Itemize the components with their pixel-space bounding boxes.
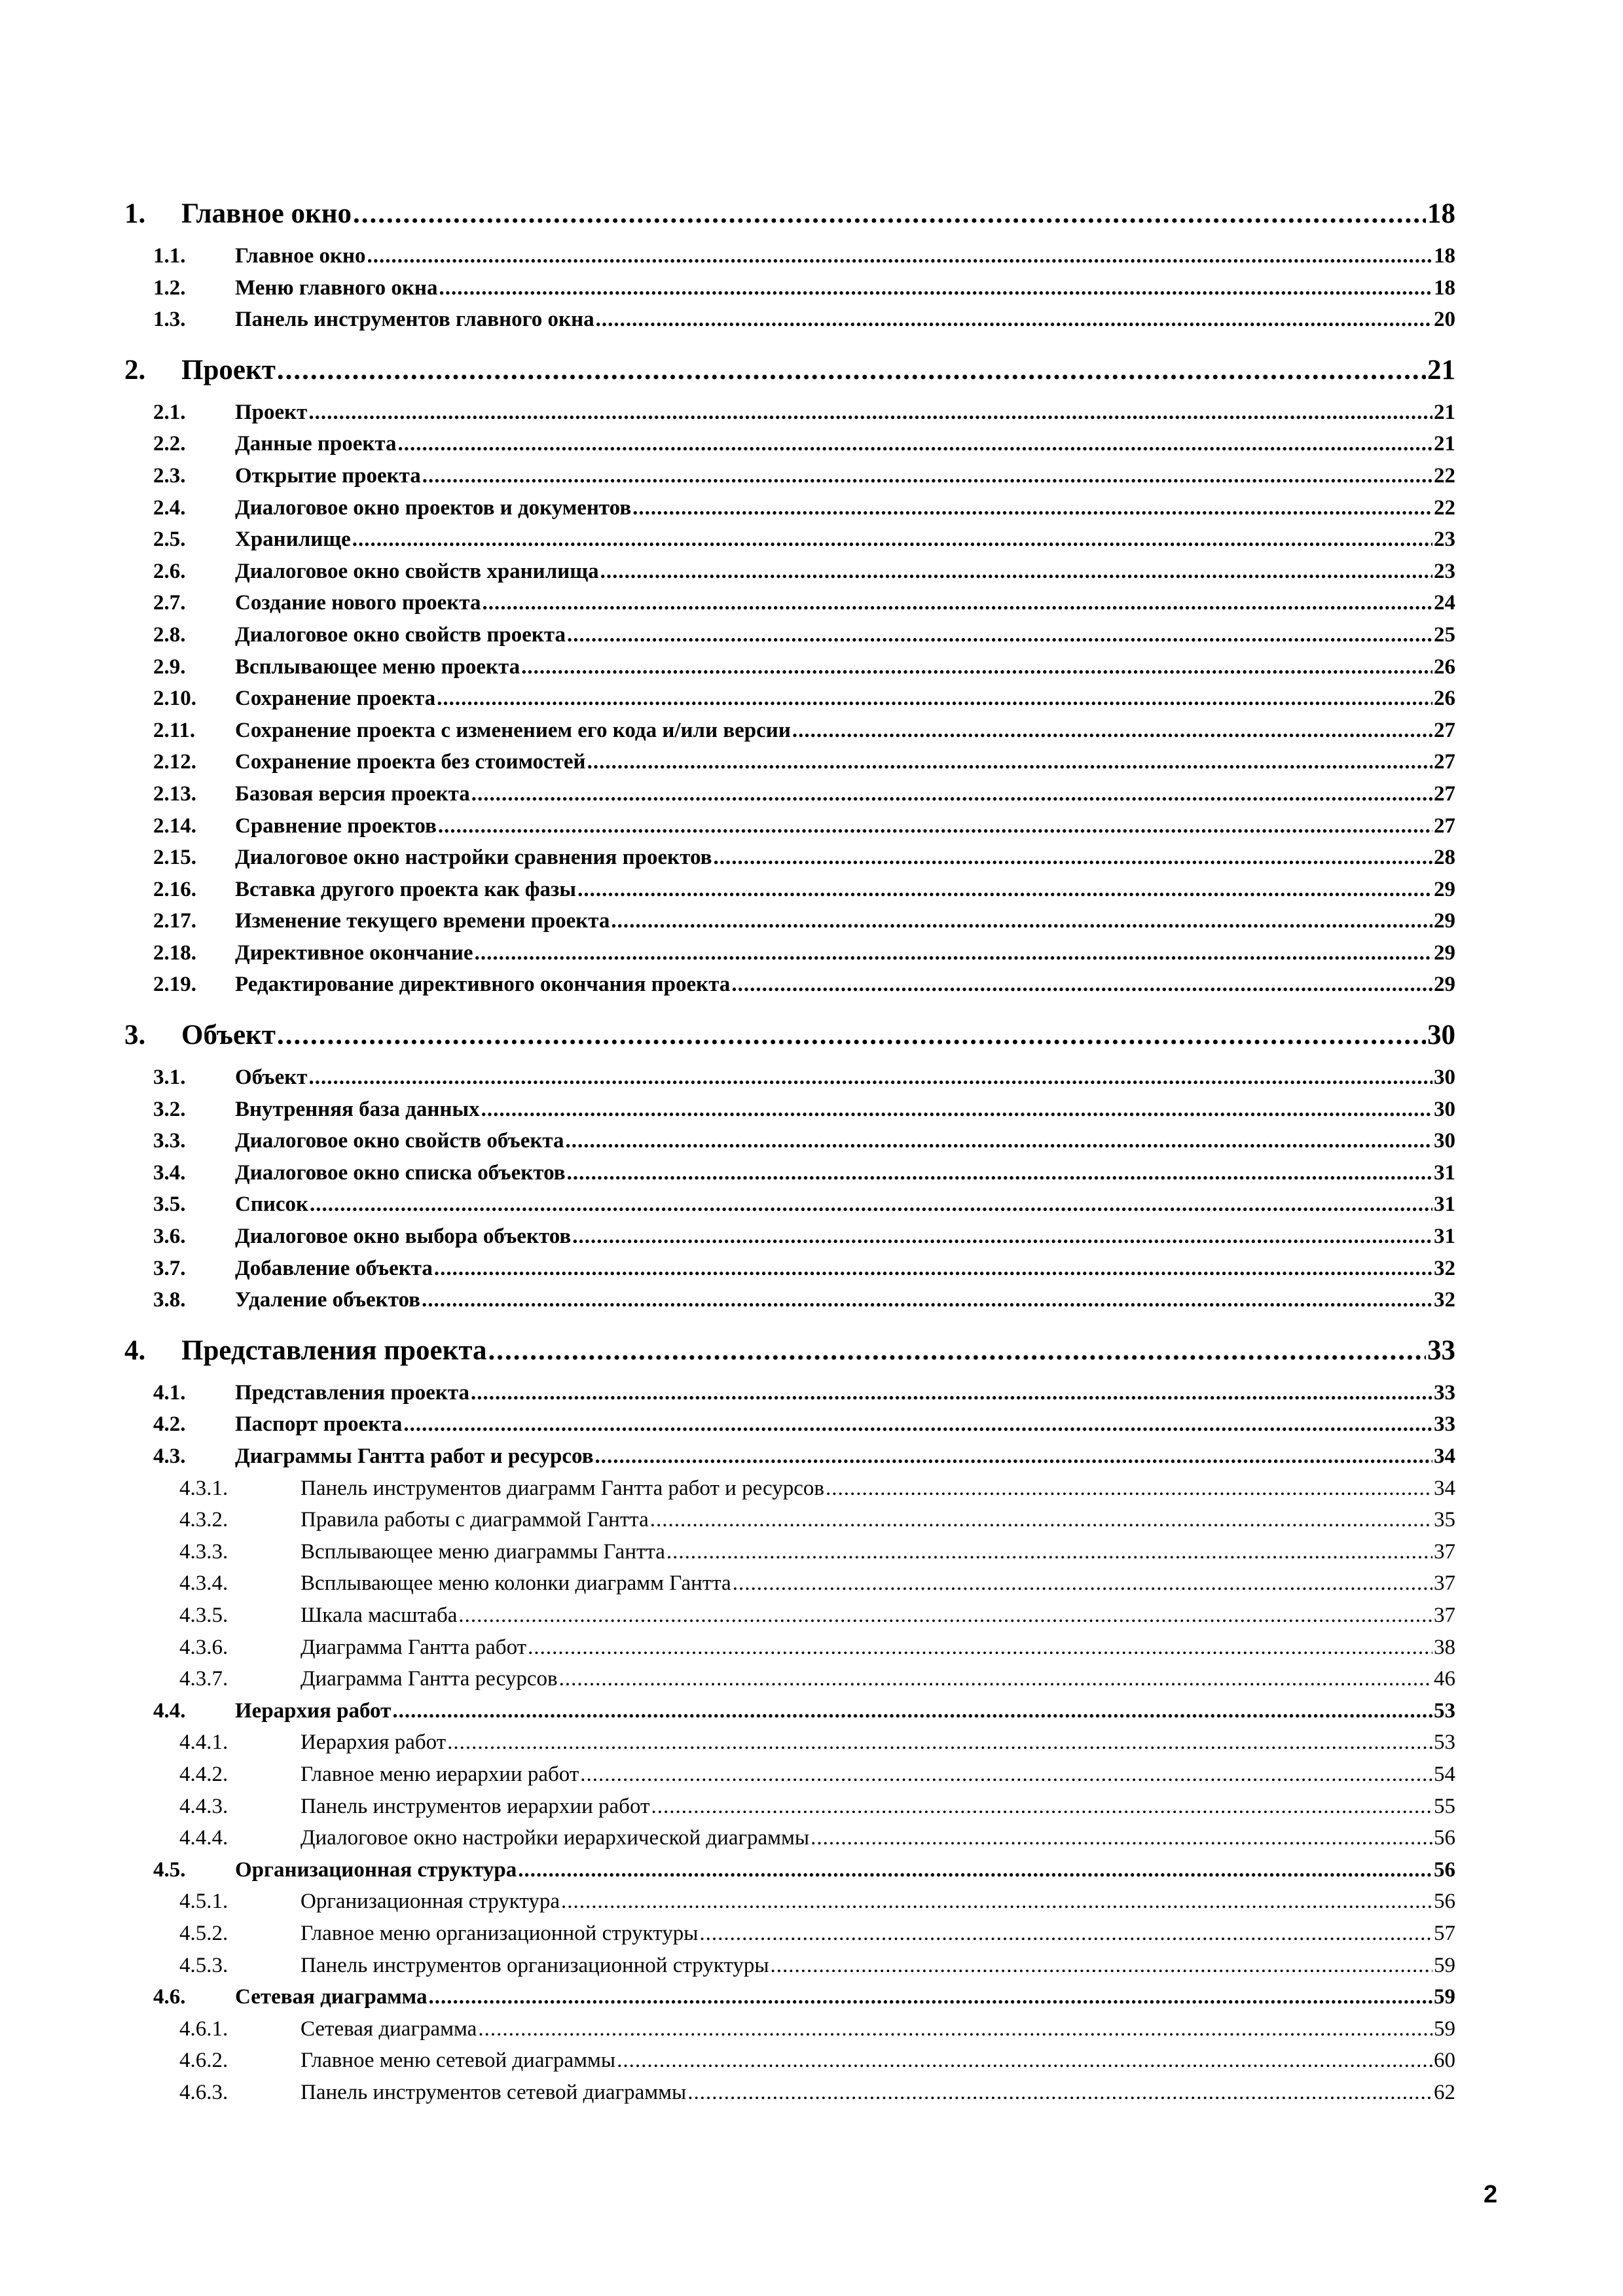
toc-entry-number: 2. <box>124 354 146 386</box>
toc-entry-title: Иерархия работ <box>235 1698 392 1723</box>
toc-entry-title: Паспорт проекта <box>235 1412 403 1437</box>
toc-entry-number: 1. <box>124 198 146 229</box>
dot-leader <box>632 496 1432 520</box>
toc-entry[interactable] <box>124 1444 1455 1477</box>
toc-entry-number: 2.14. <box>153 814 196 838</box>
toc-entry[interactable] <box>124 1571 1455 1604</box>
toc-entry-title: Объект <box>235 1066 308 1090</box>
toc-entry-title: Панель инструментов организационной структуры <box>301 1953 769 1977</box>
toc-entry-title: Главное меню иерархии работ <box>301 1762 579 1786</box>
toc-entry[interactable] <box>124 1381 1455 1413</box>
toc-entry-number: 4.3.6. <box>179 1635 228 1659</box>
toc-entry[interactable] <box>124 1540 1455 1572</box>
dot-leader <box>353 198 1426 230</box>
toc-entry-title: Панель инструментов диаграмм Гантта работ и ресурсов <box>301 1476 824 1500</box>
toc-entry-page: 18 <box>1434 276 1455 300</box>
toc-entry-number: 1.1. <box>153 244 186 268</box>
toc-entry[interactable] <box>124 655 1455 687</box>
toc-entry-number: 2.3. <box>153 463 186 488</box>
dot-leader <box>398 432 1432 456</box>
toc-entry-page: 27 <box>1434 750 1455 774</box>
toc-entry[interactable] <box>124 973 1455 1005</box>
toc-entry[interactable] <box>124 941 1455 973</box>
page-number: 2 <box>1484 2181 1498 2208</box>
toc-entry[interactable] <box>124 560 1455 592</box>
toc-entry-number: 2.10. <box>153 687 196 711</box>
toc-entry-title: Добавление объекта <box>235 1256 433 1280</box>
toc-entry-number: 3.5. <box>153 1193 186 1217</box>
dot-leader <box>308 1066 1432 1090</box>
toc-entry-page: 21 <box>1427 354 1455 386</box>
toc-entry-title: Создание нового проекта <box>235 591 481 615</box>
toc-entry-number: 4.4. <box>153 1698 186 1723</box>
toc-entry-title: Диалоговое окно свойств объекта <box>235 1129 564 1153</box>
toc-entry-title: Панель инструментов сетевой диаграммы <box>301 2080 687 2104</box>
toc-entry-page: 34 <box>1434 1444 1455 1468</box>
toc-entry-page: 29 <box>1434 941 1455 965</box>
toc-entry[interactable] <box>124 846 1455 878</box>
toc-entry-page: 53 <box>1434 1698 1455 1723</box>
toc-entry-page: 30 <box>1434 1097 1455 1121</box>
toc-entry-page: 27 <box>1434 781 1455 806</box>
toc-entry-title: Проект <box>235 400 308 424</box>
toc-entry-title: Организационная структура <box>235 1857 517 1882</box>
dot-leader <box>826 1477 1432 1501</box>
dot-leader <box>650 1508 1432 1532</box>
dot-leader <box>666 1540 1432 1564</box>
toc-entry-page: 31 <box>1434 1193 1455 1217</box>
dot-leader <box>617 2049 1432 2073</box>
toc-entry-number: 2.2. <box>153 432 186 456</box>
dot-leader <box>811 1826 1432 1850</box>
toc-entry-title: Хранилище <box>235 528 351 552</box>
table-of-contents <box>124 198 1455 2112</box>
dot-leader <box>577 878 1432 902</box>
toc-entry-title: Сетевая диаграмма <box>301 2017 477 2041</box>
toc-entry-number: 3. <box>124 1020 146 1051</box>
toc-entry-number: 2.8. <box>153 622 186 647</box>
toc-entry-title: Диаграмма Гантта работ <box>301 1635 527 1659</box>
toc-entry-title: Объект <box>181 1020 276 1051</box>
toc-entry-title: Правила работы с диаграммой Гантта <box>301 1508 649 1532</box>
toc-entry-number: 4.4.2. <box>179 1762 228 1786</box>
toc-entry[interactable] <box>124 1667 1455 1699</box>
dot-leader <box>438 814 1432 838</box>
toc-entry[interactable] <box>124 623 1455 655</box>
toc-entry-page: 33 <box>1434 1380 1455 1405</box>
dot-leader <box>521 655 1432 679</box>
toc-entry-title: Удаление объектов <box>235 1288 420 1312</box>
toc-entry-number: 4.3.7. <box>179 1667 228 1691</box>
toc-entry-page: 23 <box>1434 559 1455 583</box>
toc-entry[interactable] <box>124 1922 1455 1954</box>
toc-entry-number: 3.7. <box>153 1256 186 1280</box>
toc-entry-page: 37 <box>1434 1571 1455 1596</box>
toc-entry-number: 4.3.1. <box>179 1476 228 1500</box>
toc-entry[interactable] <box>124 687 1455 719</box>
toc-entry-page: 22 <box>1434 495 1455 520</box>
toc-entry-title: Сравнение проектов <box>235 814 437 838</box>
toc-entry-title: Диалоговое окно списка объектов <box>235 1160 566 1185</box>
toc-entry-page: 59 <box>1434 2017 1455 2041</box>
toc-entry-title: Диалоговое окно выбора объектов <box>235 1225 572 1249</box>
toc-entry-number: 3.3. <box>153 1129 186 1153</box>
toc-entry-page: 59 <box>1434 1953 1455 1977</box>
toc-entry-page: 27 <box>1434 814 1455 838</box>
toc-entry-page: 55 <box>1434 1794 1455 1818</box>
toc-entry[interactable] <box>124 1477 1455 1509</box>
toc-entry-number: 4.4.1. <box>179 1731 228 1755</box>
dot-leader <box>528 1636 1432 1660</box>
toc-entry-number: 3.2. <box>153 1097 186 1121</box>
toc-entry[interactable] <box>124 401 1455 433</box>
toc-entry-number: 4.4.3. <box>179 1794 228 1818</box>
toc-entry-number: 4.5.2. <box>179 1921 228 1945</box>
toc-entry[interactable] <box>124 2017 1455 2049</box>
toc-entry-title: Базовая версия проекта <box>235 781 470 806</box>
toc-entry-title: Всплывающее меню диаграммы Гантта <box>301 1539 665 1564</box>
dot-leader <box>428 1985 1432 2009</box>
toc-entry-title: Диаграмма Гантта ресурсов <box>301 1667 558 1691</box>
toc-entry-title: Директивное окончание <box>235 941 473 965</box>
toc-entry-number: 2.1. <box>153 400 186 424</box>
toc-entry-title: Диаграммы Гантта работ и ресурсов <box>235 1444 594 1468</box>
toc-entry-number: 1.3. <box>153 308 186 332</box>
toc-entry-title: Представления проекта <box>235 1380 470 1405</box>
toc-entry-title: Сетевая диаграмма <box>235 1985 428 2009</box>
toc-entry[interactable] <box>124 1288 1455 1320</box>
dot-leader <box>687 2081 1432 2105</box>
toc-entry-page: 56 <box>1434 1857 1455 1882</box>
toc-entry-page: 38 <box>1434 1635 1455 1659</box>
toc-entry-title: Всплывающее меню проекта <box>235 655 520 679</box>
toc-entry-number: 1.2. <box>153 276 186 300</box>
toc-entry-page: 56 <box>1434 1826 1455 1850</box>
toc-entry[interactable] <box>124 496 1455 528</box>
toc-entry[interactable] <box>124 1858 1455 1890</box>
toc-entry[interactable] <box>124 1193 1455 1225</box>
dot-leader <box>478 2017 1432 2041</box>
toc-entry-number: 2.11. <box>153 718 196 742</box>
toc-entry[interactable] <box>124 1763 1455 1795</box>
toc-entry-number: 4.5.3. <box>179 1953 228 1977</box>
toc-entry-number: 4.1. <box>153 1380 186 1405</box>
toc-entry-title: Организационная структура <box>301 1890 560 1914</box>
toc-entry-page: 53 <box>1434 1731 1455 1755</box>
toc-entry-title: Главное окно <box>181 198 352 229</box>
toc-entry-page: 30 <box>1434 1129 1455 1153</box>
toc-entry-title: Представления проекта <box>181 1335 487 1366</box>
toc-entry-page: 29 <box>1434 909 1455 933</box>
dot-leader <box>308 401 1432 425</box>
toc-entry-title: Вставка другого проекта как фазы <box>235 877 577 901</box>
toc-entry-page: 37 <box>1434 1603 1455 1627</box>
toc-entry[interactable] <box>124 1636 1455 1668</box>
toc-entry-page: 18 <box>1427 198 1455 229</box>
dot-leader <box>277 354 1426 386</box>
toc-entry-number: 2.6. <box>153 559 186 583</box>
toc-entry-title: Диалоговое окно настройки сравнения проектов <box>235 846 712 870</box>
toc-entry[interactable] <box>124 198 1455 230</box>
toc-entry-page: 18 <box>1434 244 1455 268</box>
toc-entry[interactable] <box>124 1335 1455 1367</box>
toc-entry[interactable] <box>124 1795 1455 1827</box>
toc-entry[interactable] <box>124 878 1455 910</box>
toc-entry-title: Меню главного окна <box>235 276 438 300</box>
dot-leader <box>771 1954 1432 1978</box>
toc-entry-page: 23 <box>1434 528 1455 552</box>
toc-entry-title: Иерархия работ <box>301 1731 447 1755</box>
dot-leader <box>559 1667 1432 1691</box>
toc-entry-page: 32 <box>1434 1288 1455 1312</box>
toc-entry[interactable] <box>124 464 1455 496</box>
dot-leader <box>600 560 1432 584</box>
toc-entry-title: Диалоговое окно проектов и документов <box>235 495 632 520</box>
toc-entry-page: 46 <box>1434 1667 1455 1691</box>
toc-entry-title: Изменение текущего времени проекта <box>235 909 610 933</box>
toc-entry-title: Панель инструментов главного окна <box>235 308 594 332</box>
toc-entry-page: 20 <box>1434 308 1455 332</box>
toc-entry-title: Проект <box>181 354 276 386</box>
toc-entry-title: Главное окно <box>235 244 366 268</box>
toc-entry[interactable] <box>124 1129 1455 1161</box>
toc-entry-page: 29 <box>1434 973 1455 997</box>
toc-entry[interactable] <box>124 1225 1455 1257</box>
toc-entry-number: 2.17. <box>153 909 196 933</box>
toc-entry[interactable] <box>124 1161 1455 1193</box>
toc-entry-number: 2.9. <box>153 655 186 679</box>
dot-leader <box>611 909 1432 933</box>
toc-entry-number: 2.13. <box>153 781 196 806</box>
toc-entry-title: Диалоговое окно свойств проекта <box>235 622 566 647</box>
toc-entry-title: Данные проекта <box>235 432 397 456</box>
dot-leader <box>422 1288 1432 1312</box>
toc-entry-page: 54 <box>1434 1762 1455 1786</box>
dot-leader <box>352 528 1432 552</box>
toc-entry[interactable] <box>124 814 1455 846</box>
toc-entry-page: 21 <box>1434 432 1455 456</box>
toc-entry-number: 2.15. <box>153 846 196 870</box>
toc-entry[interactable] <box>124 2049 1455 2081</box>
toc-entry-page: 31 <box>1434 1225 1455 1249</box>
dot-leader <box>713 846 1432 870</box>
toc-entry-title: Главное меню организационной структуры <box>301 1921 699 1945</box>
toc-entry-number: 4.6.1. <box>179 2017 228 2041</box>
toc-entry[interactable] <box>124 432 1455 464</box>
toc-entry[interactable] <box>124 1826 1455 1858</box>
toc-entry-page: 26 <box>1434 687 1455 711</box>
toc-entry[interactable] <box>124 1731 1455 1763</box>
toc-entry-number: 2.7. <box>153 591 186 615</box>
dot-leader <box>699 1922 1432 1946</box>
toc-entry-page: 62 <box>1434 2080 1455 2104</box>
toc-entry-page: 26 <box>1434 655 1455 679</box>
toc-entry-number: 3.8. <box>153 1288 186 1312</box>
toc-entry-title: Диалоговое окно настройки иерархической диаграммы <box>301 1826 810 1850</box>
toc-entry-number: 4.6.3. <box>179 2080 228 2104</box>
dot-leader <box>567 623 1432 647</box>
toc-entry-page: 30 <box>1434 1066 1455 1090</box>
dot-leader <box>596 308 1432 332</box>
toc-entry[interactable] <box>124 591 1455 623</box>
toc-entry-page: 21 <box>1434 400 1455 424</box>
toc-entry-number: 3.4. <box>153 1160 186 1185</box>
dot-leader <box>471 782 1432 806</box>
toc-entry-title: Открытие проекта <box>235 463 421 488</box>
dot-leader <box>587 750 1432 774</box>
toc-entry-title: Шкала масштаба <box>301 1603 458 1627</box>
toc-entry[interactable] <box>124 528 1455 560</box>
toc-entry-number: 2.4. <box>153 495 186 520</box>
dot-leader <box>561 1890 1432 1914</box>
toc-entry-page: 27 <box>1434 718 1455 742</box>
toc-entry[interactable] <box>124 719 1455 751</box>
dot-leader <box>439 276 1432 300</box>
dot-leader <box>458 1604 1432 1628</box>
toc-entry-number: 2.18. <box>153 941 196 965</box>
toc-entry-number: 3.1. <box>153 1066 186 1090</box>
toc-entry[interactable] <box>124 1604 1455 1636</box>
toc-entry[interactable] <box>124 1257 1455 1289</box>
toc-entry-title: Главное меню сетевой диаграммы <box>301 2049 616 2073</box>
toc-entry-number: 4.3.5. <box>179 1603 228 1627</box>
toc-entry-page: 60 <box>1434 2049 1455 2073</box>
dot-leader <box>422 464 1432 488</box>
dot-leader <box>481 1098 1432 1122</box>
toc-entry-title: Сохранение проекта <box>235 687 436 711</box>
dot-leader <box>392 1699 1432 1723</box>
dot-leader <box>488 1335 1427 1367</box>
toc-entry[interactable] <box>124 1954 1455 1986</box>
toc-entry[interactable] <box>124 244 1455 276</box>
dot-leader <box>731 973 1432 997</box>
toc-entry-number: 3.6. <box>153 1225 186 1249</box>
dot-leader <box>567 1161 1432 1185</box>
toc-entry-page: 24 <box>1434 591 1455 615</box>
toc-entry[interactable] <box>124 1019 1455 1051</box>
dot-leader <box>572 1225 1432 1249</box>
toc-entry-number: 4.6. <box>153 1985 186 2009</box>
toc-entry-number: 4.5. <box>153 1857 186 1882</box>
dot-leader <box>580 1763 1432 1787</box>
dot-leader <box>471 1381 1432 1405</box>
toc-entry[interactable] <box>124 1985 1455 2017</box>
toc-entry[interactable] <box>124 782 1455 814</box>
toc-entry-page: 56 <box>1434 1890 1455 1914</box>
toc-entry-page: 22 <box>1434 463 1455 488</box>
toc-entry-title: Диалоговое окно свойств хранилища <box>235 559 599 583</box>
toc-entry-number: 4.2. <box>153 1412 186 1437</box>
dot-leader <box>447 1731 1432 1755</box>
toc-entry-number: 4. <box>124 1335 146 1366</box>
dot-leader <box>475 941 1432 965</box>
toc-entry-title: Редактирование директивного окончания проекта <box>235 973 731 997</box>
toc-entry-number: 4.6.2. <box>179 2049 228 2073</box>
toc-entry-number: 2.5. <box>153 528 186 552</box>
toc-entry-page: 35 <box>1434 1508 1455 1532</box>
dot-leader <box>434 1257 1432 1281</box>
toc-entry[interactable] <box>124 354 1455 386</box>
dot-leader <box>566 1129 1432 1153</box>
toc-entry[interactable] <box>124 1412 1455 1444</box>
toc-entry-page: 31 <box>1434 1160 1455 1185</box>
toc-entry-title: Внутренняя база данных <box>235 1097 480 1121</box>
toc-entry[interactable] <box>124 1699 1455 1731</box>
toc-entry-page: 37 <box>1434 1539 1455 1564</box>
toc-entry[interactable] <box>124 1066 1455 1098</box>
toc-entry-number: 2.12. <box>153 750 196 774</box>
toc-entry[interactable] <box>124 308 1455 340</box>
toc-entry-number: 4.3.4. <box>179 1571 228 1596</box>
toc-entry-title: Список <box>235 1193 309 1217</box>
toc-entry-number: 4.3.3. <box>179 1539 228 1564</box>
toc-entry-page: 25 <box>1434 622 1455 647</box>
toc-entry-number: 2.19. <box>153 973 196 997</box>
toc-entry-number: 4.5.1. <box>179 1890 228 1914</box>
toc-entry[interactable] <box>124 1508 1455 1540</box>
dot-leader <box>518 1858 1432 1882</box>
toc-entry[interactable] <box>124 750 1455 782</box>
toc-entry-page: 59 <box>1434 1985 1455 2009</box>
dot-leader <box>482 591 1432 615</box>
toc-entry[interactable] <box>124 2081 1455 2113</box>
toc-entry-title: Панель инструментов иерархии работ <box>301 1794 650 1818</box>
toc-entry-page: 29 <box>1434 877 1455 901</box>
toc-entry-number: 4.4.4. <box>179 1826 228 1850</box>
toc-entry-number: 4.3.2. <box>179 1508 228 1532</box>
dot-leader <box>733 1571 1432 1596</box>
toc-entry-page: 33 <box>1434 1412 1455 1437</box>
dot-leader <box>437 687 1432 711</box>
toc-entry[interactable] <box>124 909 1455 941</box>
toc-entry-title: Сохранение проекта без стоимостей <box>235 750 586 774</box>
dot-leader <box>403 1412 1432 1437</box>
dot-leader <box>277 1019 1426 1051</box>
toc-entry[interactable] <box>124 276 1455 308</box>
toc-entry-page: 32 <box>1434 1256 1455 1280</box>
dot-leader <box>595 1444 1432 1469</box>
toc-entry-page: 34 <box>1434 1476 1455 1500</box>
toc-entry[interactable] <box>124 1890 1455 1922</box>
toc-entry-number: 2.16. <box>153 877 196 901</box>
toc-entry-number: 4.3. <box>153 1444 186 1468</box>
toc-entry-page: 28 <box>1434 846 1455 870</box>
toc-entry-page: 57 <box>1434 1921 1455 1945</box>
toc-entry-page: 33 <box>1427 1335 1455 1366</box>
toc-entry-page: 30 <box>1427 1020 1455 1051</box>
toc-entry[interactable] <box>124 1098 1455 1130</box>
dot-leader <box>367 244 1432 268</box>
toc-entry-title: Всплывающее меню колонки диаграмм Гантта <box>301 1571 731 1596</box>
dot-leader <box>651 1795 1432 1819</box>
dot-leader <box>792 719 1432 743</box>
dot-leader <box>310 1193 1432 1217</box>
toc-entry-title: Сохранение проекта с изменением его кода и/или версии <box>235 718 791 742</box>
